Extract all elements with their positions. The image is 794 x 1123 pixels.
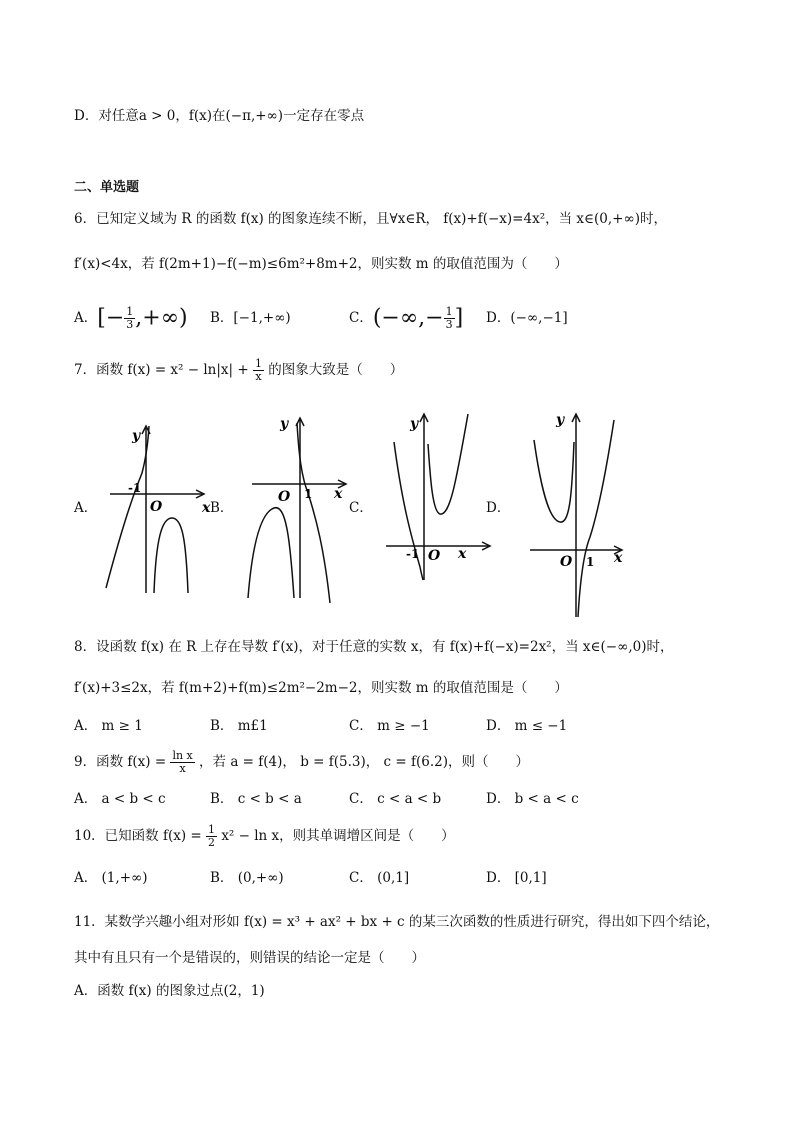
y-label: y — [280, 416, 289, 432]
q6-option-a-pre: [− — [97, 305, 125, 331]
q11-stem-line2: 其中有且只有一个是错误的，则错误的结论一定是（ ） — [74, 950, 425, 966]
y-label: y — [132, 428, 141, 444]
q7-option-a-label: A． — [74, 500, 98, 516]
q6-option-a-post: ,+∞) — [135, 305, 188, 331]
q7-option-d-label: D． — [486, 500, 511, 516]
fraction-denominator: x — [179, 762, 186, 775]
x-label: x — [614, 550, 623, 566]
q9-option-b: B． c < b < a — [210, 791, 302, 807]
origin-label: O — [560, 554, 573, 570]
q7-stem — [74, 358, 403, 383]
q11-option-a: A．函数 f(x) 的图象过点(2，1) — [74, 983, 265, 999]
neg-one-label: -1 — [128, 481, 142, 495]
curve-left — [248, 508, 294, 598]
x-label: x — [334, 486, 343, 502]
origin-label: O — [428, 548, 441, 564]
q7-stem-post: 的图象大致是（ ） — [268, 362, 404, 378]
fraction-numerator: 1 — [126, 305, 134, 318]
fraction-numerator: ln x — [172, 749, 193, 762]
q10-stem-post: x² − ln x，则其单调增区间是（ ） — [221, 828, 455, 844]
q6-option-c — [349, 306, 463, 331]
q8-stem-line1: 8．设函数 f(x) 在 R 上存在导数 f′(x)，对于任意的实数 x，有 f(x)+f(−x)=2x²，当 x∈(−∞,0)时， — [74, 639, 674, 655]
q9-option-d: D． b < a < c — [486, 791, 579, 807]
q8-option-d: D． m ≤ −1 — [486, 718, 568, 734]
origin-label: O — [150, 499, 163, 515]
q8-option-b: B． m£1 — [210, 718, 268, 734]
q10-option-c: C． (0,1] — [349, 870, 410, 886]
section-title: 二、单选题 — [74, 180, 140, 195]
fraction-numerator: 1 — [445, 305, 453, 318]
q6-option-a-label: A． — [74, 310, 98, 326]
q6-stem-line1: 6．已知定义域为 R 的函数 f(x) 的图象连续不断，且∀x∈R， f(x)+f(−x)=4x²，当 x∈(0,+∞)时， — [74, 211, 667, 227]
q9-option-a: A． a < b < c — [74, 791, 166, 807]
curve-left — [534, 440, 574, 522]
q10-stem — [74, 824, 455, 849]
origin-label: O — [278, 489, 291, 505]
curve-right — [578, 420, 614, 617]
fraction-denominator: 3 — [126, 318, 134, 331]
q11-stem-line1: 11．某数学兴趣小组对形如 f(x) = x³ + ax² + bx + c 的某三次函数的性质进行研究，得出如下四个结论， — [74, 914, 720, 930]
q6-option-c-fraction — [444, 306, 455, 331]
q5-option-d: D．对任意a > 0，f(x)在(−π,+∞)一定存在零点 — [74, 108, 365, 124]
q6-option-d: D．(−∞,−1] — [486, 310, 568, 326]
curve-left — [106, 426, 149, 588]
q8-option-a: A． m ≥ 1 — [74, 718, 143, 734]
q6-option-c-pre: (−∞,− — [372, 305, 444, 331]
q10-stem-fraction — [206, 824, 217, 849]
one-label: 1 — [586, 555, 595, 569]
y-label: y — [410, 416, 419, 432]
q6-option-c-label: C． — [349, 310, 373, 326]
fraction-denominator: x — [255, 370, 262, 383]
q10-stem-pre: 10．已知函数 f(x) = — [74, 828, 202, 844]
fraction-denominator: 2 — [208, 836, 216, 849]
q7-graph-b — [242, 408, 352, 612]
q9-stem-post: ，若 a = f(4)， b = f(5.3)， c = f(6.2)，则（ ） — [199, 754, 529, 770]
curve-right — [154, 518, 188, 593]
q8-option-c: C． m ≥ −1 — [349, 718, 430, 734]
q6-option-c-post: ] — [454, 305, 464, 331]
curve-right — [297, 423, 330, 603]
q7-graph-d — [526, 402, 636, 626]
q7-stem-fraction — [253, 358, 264, 383]
q9-stem-fraction — [170, 750, 194, 775]
y-label: y — [556, 412, 565, 428]
q8-stem-line2: f′(x)+3≤2x，若 f(m+2)+f(m)≤2m²−2m−2，则实数 m 的取值范围是（ ） — [74, 680, 568, 696]
q7-stem-pre: 7．函数 f(x) = x² − ln|x| + — [74, 362, 249, 378]
neg-one-label: -1 — [406, 547, 420, 561]
x-label: x — [458, 546, 467, 562]
q6-option-a-fraction — [124, 306, 135, 331]
q7-option-b-label: B． — [210, 500, 234, 516]
q9-option-c: C． c < a < b — [349, 791, 442, 807]
q7-option-c-label: C． — [349, 500, 373, 516]
x-label: x — [202, 500, 211, 516]
curve-right — [428, 414, 468, 514]
fraction-numerator: 1 — [254, 357, 262, 370]
fraction-numerator: 1 — [208, 823, 216, 836]
q6-option-a — [74, 306, 188, 331]
q10-option-a: A． (1,+∞) — [74, 870, 148, 886]
q9-stem — [74, 750, 529, 775]
one-label: 1 — [304, 487, 313, 501]
q9-stem-pre: 9．函数 f(x) = — [74, 754, 167, 770]
q7-graph-c — [384, 402, 494, 586]
q10-option-d: D． [0,1] — [486, 870, 547, 886]
q6-stem-line2: f′(x)<4x，若 f(2m+1)−f(−m)≤6m²+8m+2，则实数 m 的取值范围为（ ） — [74, 256, 568, 272]
q10-option-b: B． (0,+∞) — [210, 870, 284, 886]
q6-option-b: B．[−1,+∞) — [210, 310, 291, 326]
q7-graph-a — [100, 418, 210, 602]
fraction-denominator: 3 — [445, 318, 453, 331]
